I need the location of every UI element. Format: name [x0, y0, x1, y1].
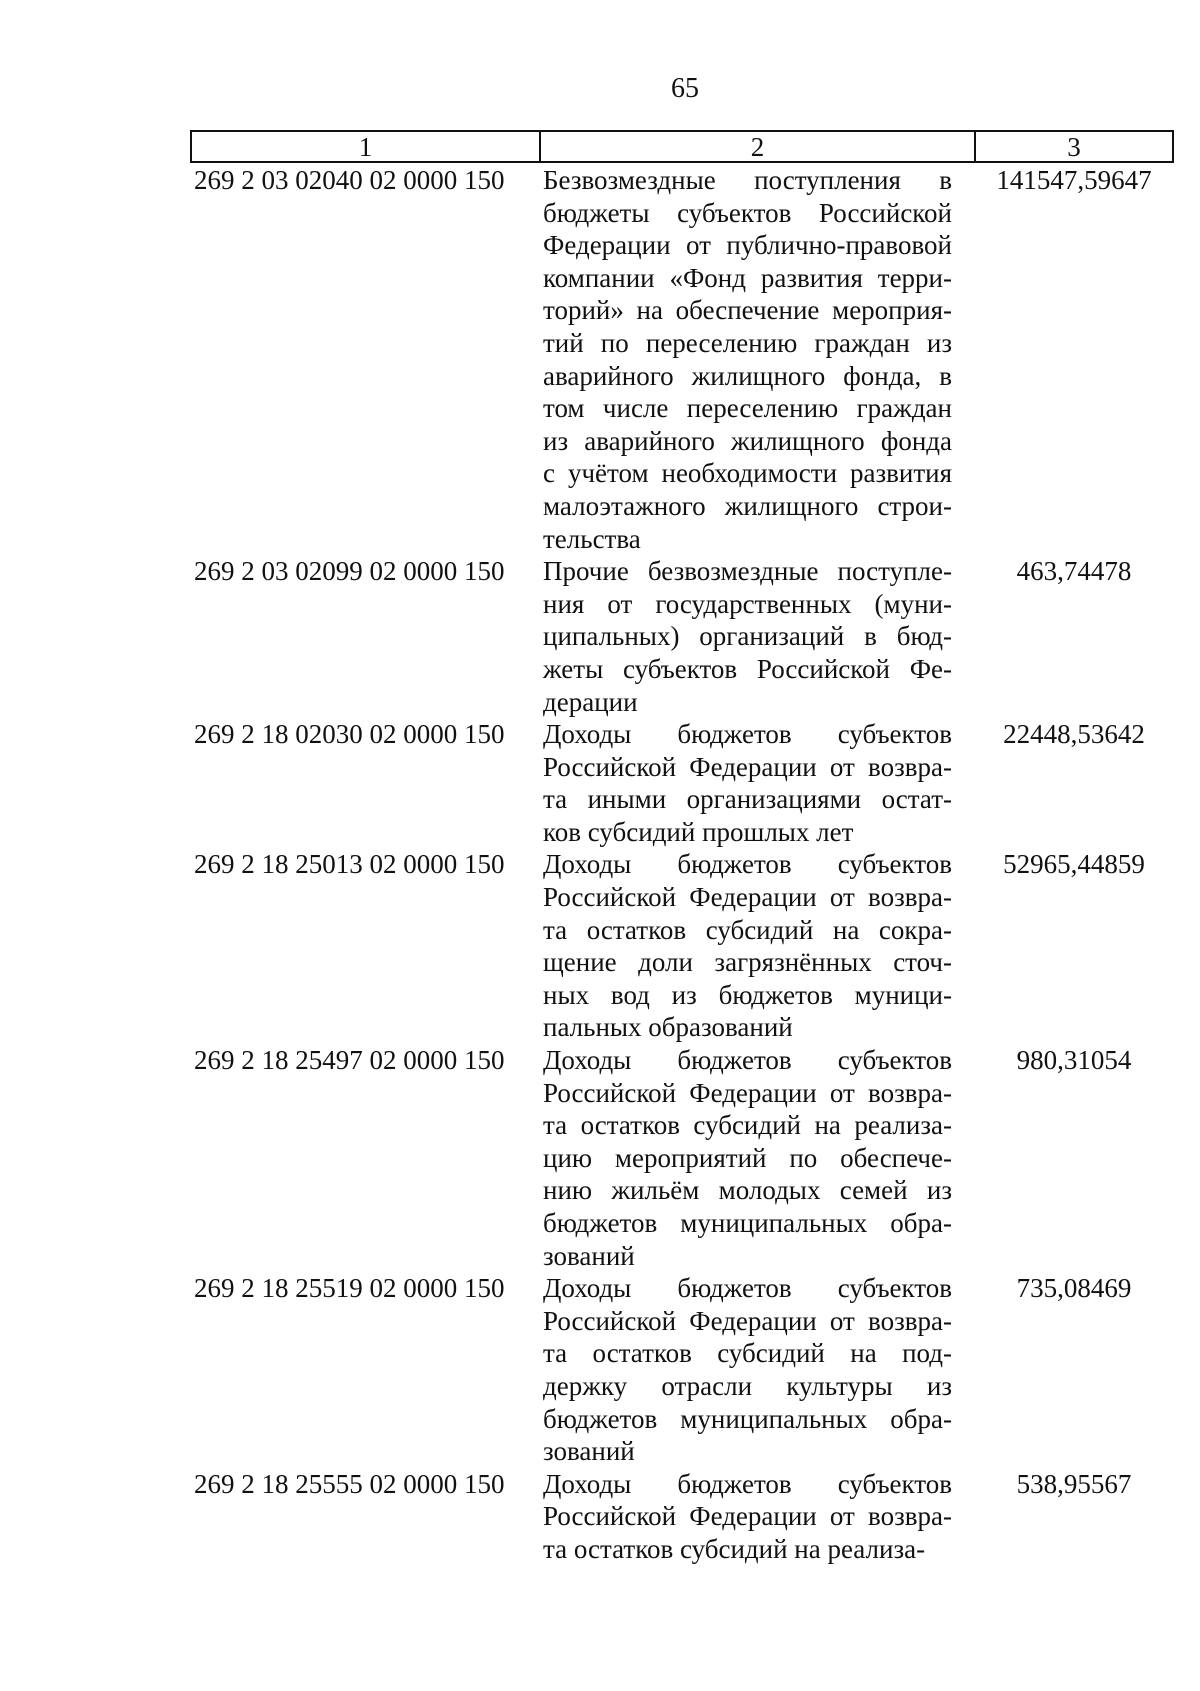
description-cell — [539, 1272, 974, 1468]
description-line: та остатков субсидий на реализа- — [543, 1533, 926, 1564]
description-cell — [539, 1468, 974, 1566]
description-line: Российской Федерации от возвра- — [543, 882, 952, 913]
description-line: Доходы бюджетов субъектов — [543, 849, 952, 880]
table-row — [190, 848, 1174, 1044]
amount-cell: 735,08469 — [1016, 1273, 1132, 1304]
description-line: малоэтажного жилищного строи- — [543, 490, 952, 521]
description-line: цию мероприятий по обеспече- — [543, 1142, 952, 1173]
income-code-cell: 269 2 18 25013 02 0000 150 — [194, 849, 505, 880]
description-line: Безвозмездные поступления в — [543, 165, 952, 195]
table-body — [190, 164, 1174, 1566]
table-row — [190, 1468, 1174, 1566]
column-header-code: 1 — [192, 132, 541, 161]
description-cell — [539, 848, 974, 1044]
description-line: бюджетов муниципальных обра- — [543, 1208, 952, 1238]
description-line: Российской Федерации от возвра- — [543, 1077, 952, 1108]
description-line: нию жильём молодых семей из — [543, 1175, 952, 1206]
description-line: Доходы бюджетов субъектов — [543, 1045, 952, 1076]
page-number: 65 — [671, 73, 699, 104]
table-row — [190, 555, 1174, 718]
description-line: жеты субъектов Российской Фе- — [543, 653, 952, 684]
description-line: аварийного жилищного фонда, в — [543, 360, 952, 391]
description-line: Российской Федерации от возвра- — [543, 1305, 952, 1336]
description-line: Российской Федерации от возвра- — [543, 751, 952, 782]
description-cell — [539, 555, 974, 718]
description-cell — [539, 1044, 974, 1272]
description-line: зований — [543, 1436, 635, 1467]
description-line: ния от государственных (муни- — [543, 588, 952, 619]
table-column-header-row — [190, 130, 1174, 163]
income-code-cell: 269 2 18 25555 02 0000 150 — [194, 1468, 505, 1499]
amount-cell: 141547,59647 — [996, 165, 1152, 195]
amount-cell: 463,74478 — [1016, 556, 1132, 587]
income-code-cell: 269 2 03 02040 02 0000 150 — [194, 165, 505, 195]
description-line: тельства — [543, 523, 641, 554]
description-line: том числе переселению граждан — [543, 393, 952, 424]
description-line: компании «Фонд развития терри- — [543, 262, 952, 293]
description-line: Прочие безвозмездные поступле- — [543, 556, 952, 587]
description-line: дерации — [543, 686, 638, 717]
amount-cell: 980,31054 — [1016, 1045, 1132, 1076]
column-header-amount: 3 — [1067, 132, 1081, 162]
description-line: та остатков субсидий на реализа- — [543, 1110, 952, 1141]
description-line: тий по переселению граждан из — [543, 327, 952, 358]
table-row — [190, 1272, 1174, 1468]
description-line: бюджеты субъектов Российской — [543, 197, 952, 228]
table-row — [190, 1044, 1174, 1272]
income-code-cell: 269 2 18 25519 02 0000 150 — [194, 1273, 505, 1304]
description-line: щение доли загрязнённых сточ- — [543, 947, 952, 978]
income-code-cell: 269 2 18 02030 02 0000 150 — [194, 719, 505, 750]
description-line: Федерации от публично-правовой — [543, 230, 952, 261]
description-line: пальных образований — [543, 1012, 793, 1043]
description-line: ципальных) организаций в бюд- — [543, 621, 952, 652]
column-header-description: 2 — [541, 132, 976, 161]
income-code-cell: 269 2 18 25497 02 0000 150 — [194, 1045, 505, 1076]
description-line: Доходы бюджетов субъектов — [543, 1468, 952, 1499]
description-line: торий» на обеспечение мероприя- — [543, 295, 952, 326]
description-cell — [539, 164, 974, 555]
description-line: из аварийного жилищного фонда — [543, 425, 952, 456]
description-line: бюджетов муниципальных обра- — [543, 1403, 952, 1434]
description-line: с учётом необходимости развития — [543, 458, 952, 489]
description-line: та остатков субсидий на под- — [543, 1338, 952, 1369]
table-row — [190, 718, 1174, 848]
description-line: Доходы бюджетов субъектов — [543, 1273, 952, 1304]
amount-cell: 22448,53642 — [1003, 719, 1145, 750]
description-line: Доходы бюджетов субъектов — [543, 719, 952, 750]
table-row — [190, 164, 1174, 555]
income-code-cell: 269 2 03 02099 02 0000 150 — [194, 556, 505, 587]
amount-cell: 538,95567 — [1016, 1468, 1132, 1499]
description-line: та остатков субсидий на сокра- — [543, 914, 952, 945]
description-cell — [539, 718, 974, 848]
description-line: зований — [543, 1240, 635, 1271]
description-line: та иными организациями остат- — [543, 784, 952, 815]
description-line: Российской Федерации от возвра- — [543, 1501, 952, 1532]
description-line: держку отрасли культуры из — [543, 1370, 952, 1401]
description-line: ков субсидий прошлых лет — [543, 816, 854, 847]
amount-cell: 52965,44859 — [1003, 849, 1145, 880]
description-line: ных вод из бюджетов муници- — [543, 979, 952, 1010]
